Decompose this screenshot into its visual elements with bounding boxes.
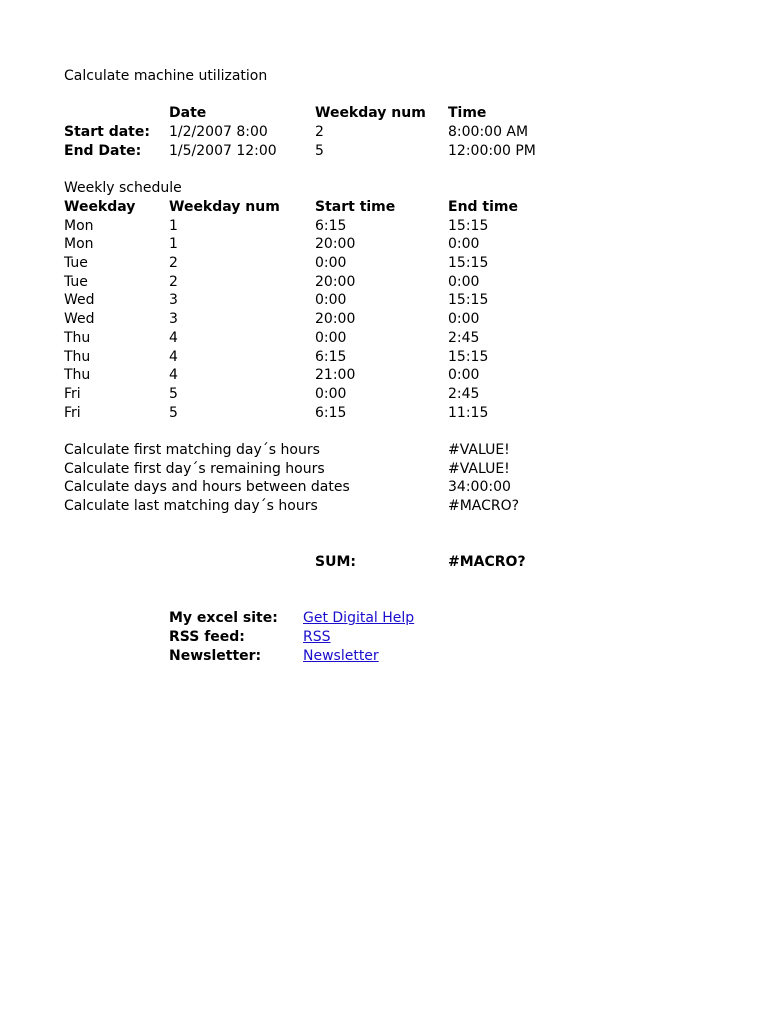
schedule-cell: 0:00 xyxy=(315,330,347,346)
link-1[interactable]: Get Digital Help xyxy=(303,610,415,626)
schedule-header-2: Weekday num xyxy=(169,199,280,215)
schedule-cell: 5 xyxy=(169,405,178,421)
schedule-cell: 20:00 xyxy=(315,274,356,290)
sum-label: SUM: xyxy=(315,554,356,570)
schedule-title: Weekly schedule xyxy=(64,180,182,196)
dates-row-weekday-num: 5 xyxy=(315,143,324,159)
schedule-cell: 4 xyxy=(169,349,178,365)
schedule-cell: 1 xyxy=(169,218,178,234)
link-label: RSS feed: xyxy=(169,629,245,645)
schedule-cell: 4 xyxy=(169,367,178,383)
schedule-header-3: Start time xyxy=(315,199,396,215)
schedule-cell: 4 xyxy=(169,330,178,346)
schedule-cell: 15:15 xyxy=(448,349,489,365)
schedule-cell: Mon xyxy=(64,218,94,234)
dates-row-date: 1/2/2007 8:00 xyxy=(169,124,268,140)
schedule-cell: 2:45 xyxy=(448,330,480,346)
schedule-cell: 15:15 xyxy=(448,218,489,234)
dates-row-label: End Date: xyxy=(64,143,142,159)
calculation-value: 34:00:00 xyxy=(448,479,511,495)
schedule-cell: 0:00 xyxy=(448,311,480,327)
schedule-header-1: Weekday xyxy=(64,199,136,215)
dates-header-3: Time xyxy=(448,105,487,121)
schedule-cell: 0:00 xyxy=(448,367,480,383)
calculation-label: Calculate first matching day´s hours xyxy=(64,442,320,458)
schedule-cell: 1 xyxy=(169,236,178,252)
calculation-label: Calculate days and hours between dates xyxy=(64,479,350,495)
schedule-cell: 21:00 xyxy=(315,367,356,383)
schedule-cell: 2 xyxy=(169,274,178,290)
schedule-cell: Wed xyxy=(64,311,95,327)
schedule-cell: 5 xyxy=(169,386,178,402)
schedule-cell: 2:45 xyxy=(448,386,480,402)
calculation-value: #MACRO? xyxy=(448,498,520,514)
page-title: Calculate machine utilization xyxy=(64,68,268,84)
schedule-cell: 11:15 xyxy=(448,405,489,421)
schedule-cell: Fri xyxy=(64,386,81,402)
schedule-cell: Tue xyxy=(64,255,88,271)
dates-header-1: Date xyxy=(169,105,207,121)
schedule-cell: Thu xyxy=(64,367,91,383)
schedule-cell: 6:15 xyxy=(315,405,347,421)
schedule-cell: 0:00 xyxy=(315,255,347,271)
schedule-cell: 0:00 xyxy=(315,386,347,402)
schedule-cell: 0:00 xyxy=(315,292,347,308)
link-label: My excel site: xyxy=(169,610,278,626)
schedule-cell: Thu xyxy=(64,349,91,365)
schedule-cell: 6:15 xyxy=(315,349,347,365)
link-label: Newsletter: xyxy=(169,648,262,664)
dates-row-label: Start date: xyxy=(64,124,150,140)
schedule-cell: 3 xyxy=(169,292,178,308)
dates-row-time: 8:00:00 AM xyxy=(448,124,529,140)
schedule-cell: Tue xyxy=(64,274,88,290)
schedule-cell: Wed xyxy=(64,292,95,308)
schedule-cell: Fri xyxy=(64,405,81,421)
link-3[interactable]: Newsletter xyxy=(303,648,379,664)
calculation-label: Calculate last matching day´s hours xyxy=(64,498,318,514)
schedule-cell: 2 xyxy=(169,255,178,271)
schedule-cell: Thu xyxy=(64,330,91,346)
schedule-cell: 0:00 xyxy=(448,236,480,252)
schedule-cell: 20:00 xyxy=(315,236,356,252)
schedule-cell: 20:00 xyxy=(315,311,356,327)
schedule-cell: Mon xyxy=(64,236,94,252)
schedule-cell: 0:00 xyxy=(448,274,480,290)
schedule-cell: 15:15 xyxy=(448,255,489,271)
dates-header-2: Weekday num xyxy=(315,105,426,121)
dates-row-weekday-num: 2 xyxy=(315,124,324,140)
calculation-value: #VALUE! xyxy=(448,442,510,458)
schedule-header-4: End time xyxy=(448,199,518,215)
link-2[interactable]: RSS xyxy=(303,629,331,645)
dates-row-time: 12:00:00 PM xyxy=(448,143,536,159)
calculation-label: Calculate first day´s remaining hours xyxy=(64,461,325,477)
schedule-cell: 6:15 xyxy=(315,218,347,234)
dates-row-date: 1/5/2007 12:00 xyxy=(169,143,277,159)
sum-value: #MACRO? xyxy=(448,554,526,570)
calculation-value: #VALUE! xyxy=(448,461,510,477)
schedule-cell: 15:15 xyxy=(448,292,489,308)
schedule-cell: 3 xyxy=(169,311,178,327)
